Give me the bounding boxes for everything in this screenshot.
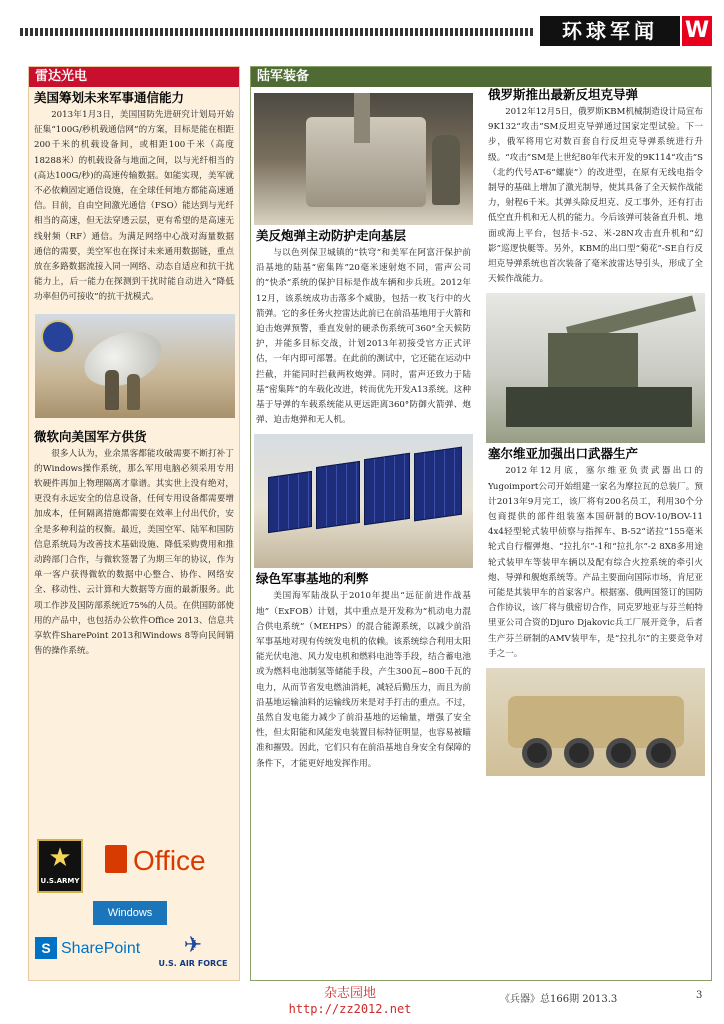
article-counter-body: 与以色列保卫城镇的“铁穹”和美军在阿富汗保护前沿基地的陆基“密集阵”20毫米速射炮不同，雷声公司的“快杀”系统的保护目标是作战车辆和步兵班。2012年12月，该系统成功击落多个威胁，包括一枚飞行中的火箭弹。它的多任务火控雷达此前已在前沿基地用于火箭和迫击炮弹预警，垂直发射的硬杀伤系统可360°全天候防护，并能多目标交战，计划2013年初接受官方正式评估，一年内即可部署。在此前的测试中，它还能在运动中拦截，并能同时拦截两枚炮弹。同时，雷声还致力于陆基“密集阵”的车载化改进，转而优先开发A13系统。这种基于导弹的车载系统能从更远距离360°防御火箭弹、炮弹、迫击炮弹和无人机。 bbox=[256, 248, 471, 426]
solar-panel bbox=[364, 453, 410, 525]
solar-panel bbox=[268, 471, 312, 533]
footer-url[interactable]: http://zz2012.net bbox=[288, 1002, 412, 1016]
armored-vehicle-photo bbox=[486, 668, 705, 776]
section-radar-label: 雷达光电 bbox=[29, 67, 239, 87]
solar-panel bbox=[316, 461, 360, 529]
us-air-force-logo bbox=[155, 933, 231, 968]
operator-figure bbox=[432, 135, 460, 205]
us-army-logo bbox=[37, 839, 83, 893]
header-rule bbox=[20, 28, 535, 36]
us-army-label: U.S.ARMY bbox=[40, 877, 80, 885]
article-microsoft-title: 微软向美国军方供货 bbox=[34, 428, 147, 444]
article-serbia-body: 2012年12月底，塞尔维亚负责武器出口的Yugoimport公司开始组建一家名为摩拉瓦的总装厂。预计2013年9月完工，该厂将有200名员工，利用30个分包商提供的部件组装塞本国研制的BOV-10/BOV-11 4x4轻型轮式装甲侦察与指挥车、B-52“诺拉”155毫米轮式自行榴弹炮、“拉扎尔”-1和“拉扎尔”-2 8X8多用途轮式装甲车等装甲车辆以及配有综合火控系统的牵引火炮、导弹和舰炮系统等。产品主要面向国际市场，肯尼亚可能是其装甲车的首家客户。根据塞、俄两国签订的国防合作协议，该厂将与俄密切合作，同克罗地亚与芬兰帕特里亚公司合资的Djuro Djakovic兵工厂展开竞争，后者生产芬兰研制的AMV装甲车，是“拉扎尔”的主要竞争对手之一。 bbox=[488, 466, 703, 659]
dish-shape bbox=[77, 321, 169, 395]
air-force-wing-icon: ✈ bbox=[183, 933, 203, 958]
brand-title: 环球军闻 bbox=[540, 16, 680, 46]
sharepoint-label: SharePoint bbox=[61, 940, 141, 957]
page-header bbox=[0, 10, 724, 50]
column-radar bbox=[28, 66, 240, 981]
office-icon bbox=[105, 845, 127, 873]
footer-site-name: 杂志园地 bbox=[323, 986, 376, 1001]
section-land-label: 陆军装备 bbox=[251, 67, 711, 87]
article-comm-title: 美国筹划未来军事通信能力 bbox=[34, 90, 185, 105]
article-microsoft-body: 很多人认为，业余黑客都能攻破需要不断打补丁的Windows操作系统，那么军用电脑必须采用专用软硬件再加上物理隔离才靠谱。其实世上没有绝对，更没有永远安全的信息设备，任何专用设备都需要增加成本，任何隔离措施都需要在效率上付出代价，安全是多种利益的权衡。最近，美国空军、陆军和国防信息系统局为改善技术基础设施、降低采购费用和推动跨部门合作，与微软签署了为期三年的协议，作为单一客户获得微软的数据中心整合、协作、网络安全、移动性、云计算和大数据等方面的最新服务。此项工作涉及国防部系统近75%的人员。在供国防部使用的产品中，也包括办公软件Office 2013、信息共享软件SharePoint 2013和Windows 8等向民间销售的操作系统。 bbox=[34, 448, 234, 657]
solar-panel bbox=[414, 447, 462, 522]
office-logo bbox=[105, 845, 206, 877]
soldier-figure bbox=[105, 370, 119, 410]
sharepoint-logo bbox=[35, 937, 140, 959]
office-label: Office bbox=[133, 845, 206, 876]
vehicle-hull bbox=[506, 387, 692, 427]
article-green-title: 绿色军事基地的利弊 bbox=[256, 571, 369, 587]
article-russia-body: 2012年12月5日，俄罗斯KBM机械制造设计局宣布9K132“攻击”SM反坦克导弹通过国家定型试验。下一步，俄军将用它对数百套自行反坦克导弹系统进行升级。“攻击”SM是上世纪80年代末开发的9K114“攻击”S（北约代号AT-6“螺旋”）的改进型，在原有无线电指令制导的基础上增加了激光制导，使其具备了全天候作战能力，射程6千米。其弹头除反坦克、反工事外，还有打击低空直升机和无人机的能力。今后该弹可装备直升机、地面或海上平台，包括卡-52、米-28N攻击直升机和“幻影”巡逻快艇等。另外，KBM的出口型“菊花”-SE自行反坦克导弹系统也首次装备了毫米波雷达导引头，形成了全天候作战能力。 bbox=[488, 107, 703, 285]
anti-tank-missile-photo bbox=[486, 293, 705, 443]
satellite-dish-photo bbox=[35, 314, 235, 418]
footer-issue: 《兵器》总166期 2013.3 bbox=[500, 994, 618, 1005]
agency-logo bbox=[41, 320, 75, 354]
article-serbia-title: 塞尔维亚加强出口武器生产 bbox=[488, 446, 639, 462]
article-russia-title: 俄罗斯推出最新反坦克导弹 bbox=[488, 87, 639, 102]
article-green-body: 美国海军陆战队于2010年提出“远征前进作战基地”（ExFOB）计划，其中重点是开发称为“机动电力混合供电系统”（MEHPS）的混合能源系统，以减少前沿军事基地对现有传统发电机的依赖。该系统综合利用太阳能光伏电池、风力发电机和燃料电池等手段，结合蓄电池或为燃料电池制氢等储能手段，产生300瓦~800千瓦的电力，从而节省发电燃油消耗，减轻后勤压力，而且为前沿基地运输油料的运输线历来是对手打击的重点。不过，虽然自发电能力减少了前沿基地的运输量，增强了安全性，但太阳能和风能发电装置目标特征明显，也容易被瞄准和摧毁。因此，它们只有在前沿基地自身安全有保障的条件下，才能更好地发挥作用。 bbox=[256, 591, 471, 769]
vehicle-turret bbox=[548, 333, 638, 389]
launcher-barrel bbox=[354, 93, 370, 143]
subcolumn-right bbox=[483, 87, 708, 776]
article-counter-title: 美反炮弹主动防护走向基层 bbox=[256, 228, 407, 243]
vehicle-wheel bbox=[564, 738, 594, 768]
us-air-force-label: U.S. AIR FORCE bbox=[158, 959, 228, 968]
brand-mark: W bbox=[682, 16, 712, 46]
soldier-figure bbox=[127, 374, 140, 410]
counter-battery-photo bbox=[254, 93, 473, 225]
vehicle-wheel bbox=[646, 738, 676, 768]
vehicle-wheel bbox=[522, 738, 552, 768]
solar-panel-photo bbox=[254, 434, 473, 568]
column-land bbox=[250, 66, 712, 981]
vehicle-wheel bbox=[606, 738, 636, 768]
logo-group bbox=[35, 835, 235, 975]
subcolumn-left bbox=[251, 87, 476, 772]
sharepoint-icon: S bbox=[35, 937, 57, 959]
article-comm-body: 2013年1月3日，美国国防先进研究计划局开始征集“100G/秒机载通信网”的方案，目标是能在相距200千米的机载设备间，或相距100千米（高度18288米）的机载设备与地面之间，以与光纤相当的(高达100G/秒)的高速传输数据。如能实现，美军就不必依赖固定通信设施，在全球任何地方都能高速通信。目前，自由空间激光通信（FSO）能达到与光纤相当的高速，但无法穿透云层，更有希望的是高速无线射频（RF）通信。为满足网络中心战对海量数据通信的需要，美空军也在探讨未来通用数据链，重点放在多路数据流接入同一网络、动态自适应和抗干扰能力上，后一能力在探测到干扰时能自动进入“降低功率但仍可接收”的抗干扰模式。 bbox=[34, 110, 234, 303]
page-number: 3 bbox=[696, 990, 703, 1001]
windows-logo: Windows bbox=[93, 901, 167, 925]
star-icon: ★ bbox=[48, 843, 72, 873]
